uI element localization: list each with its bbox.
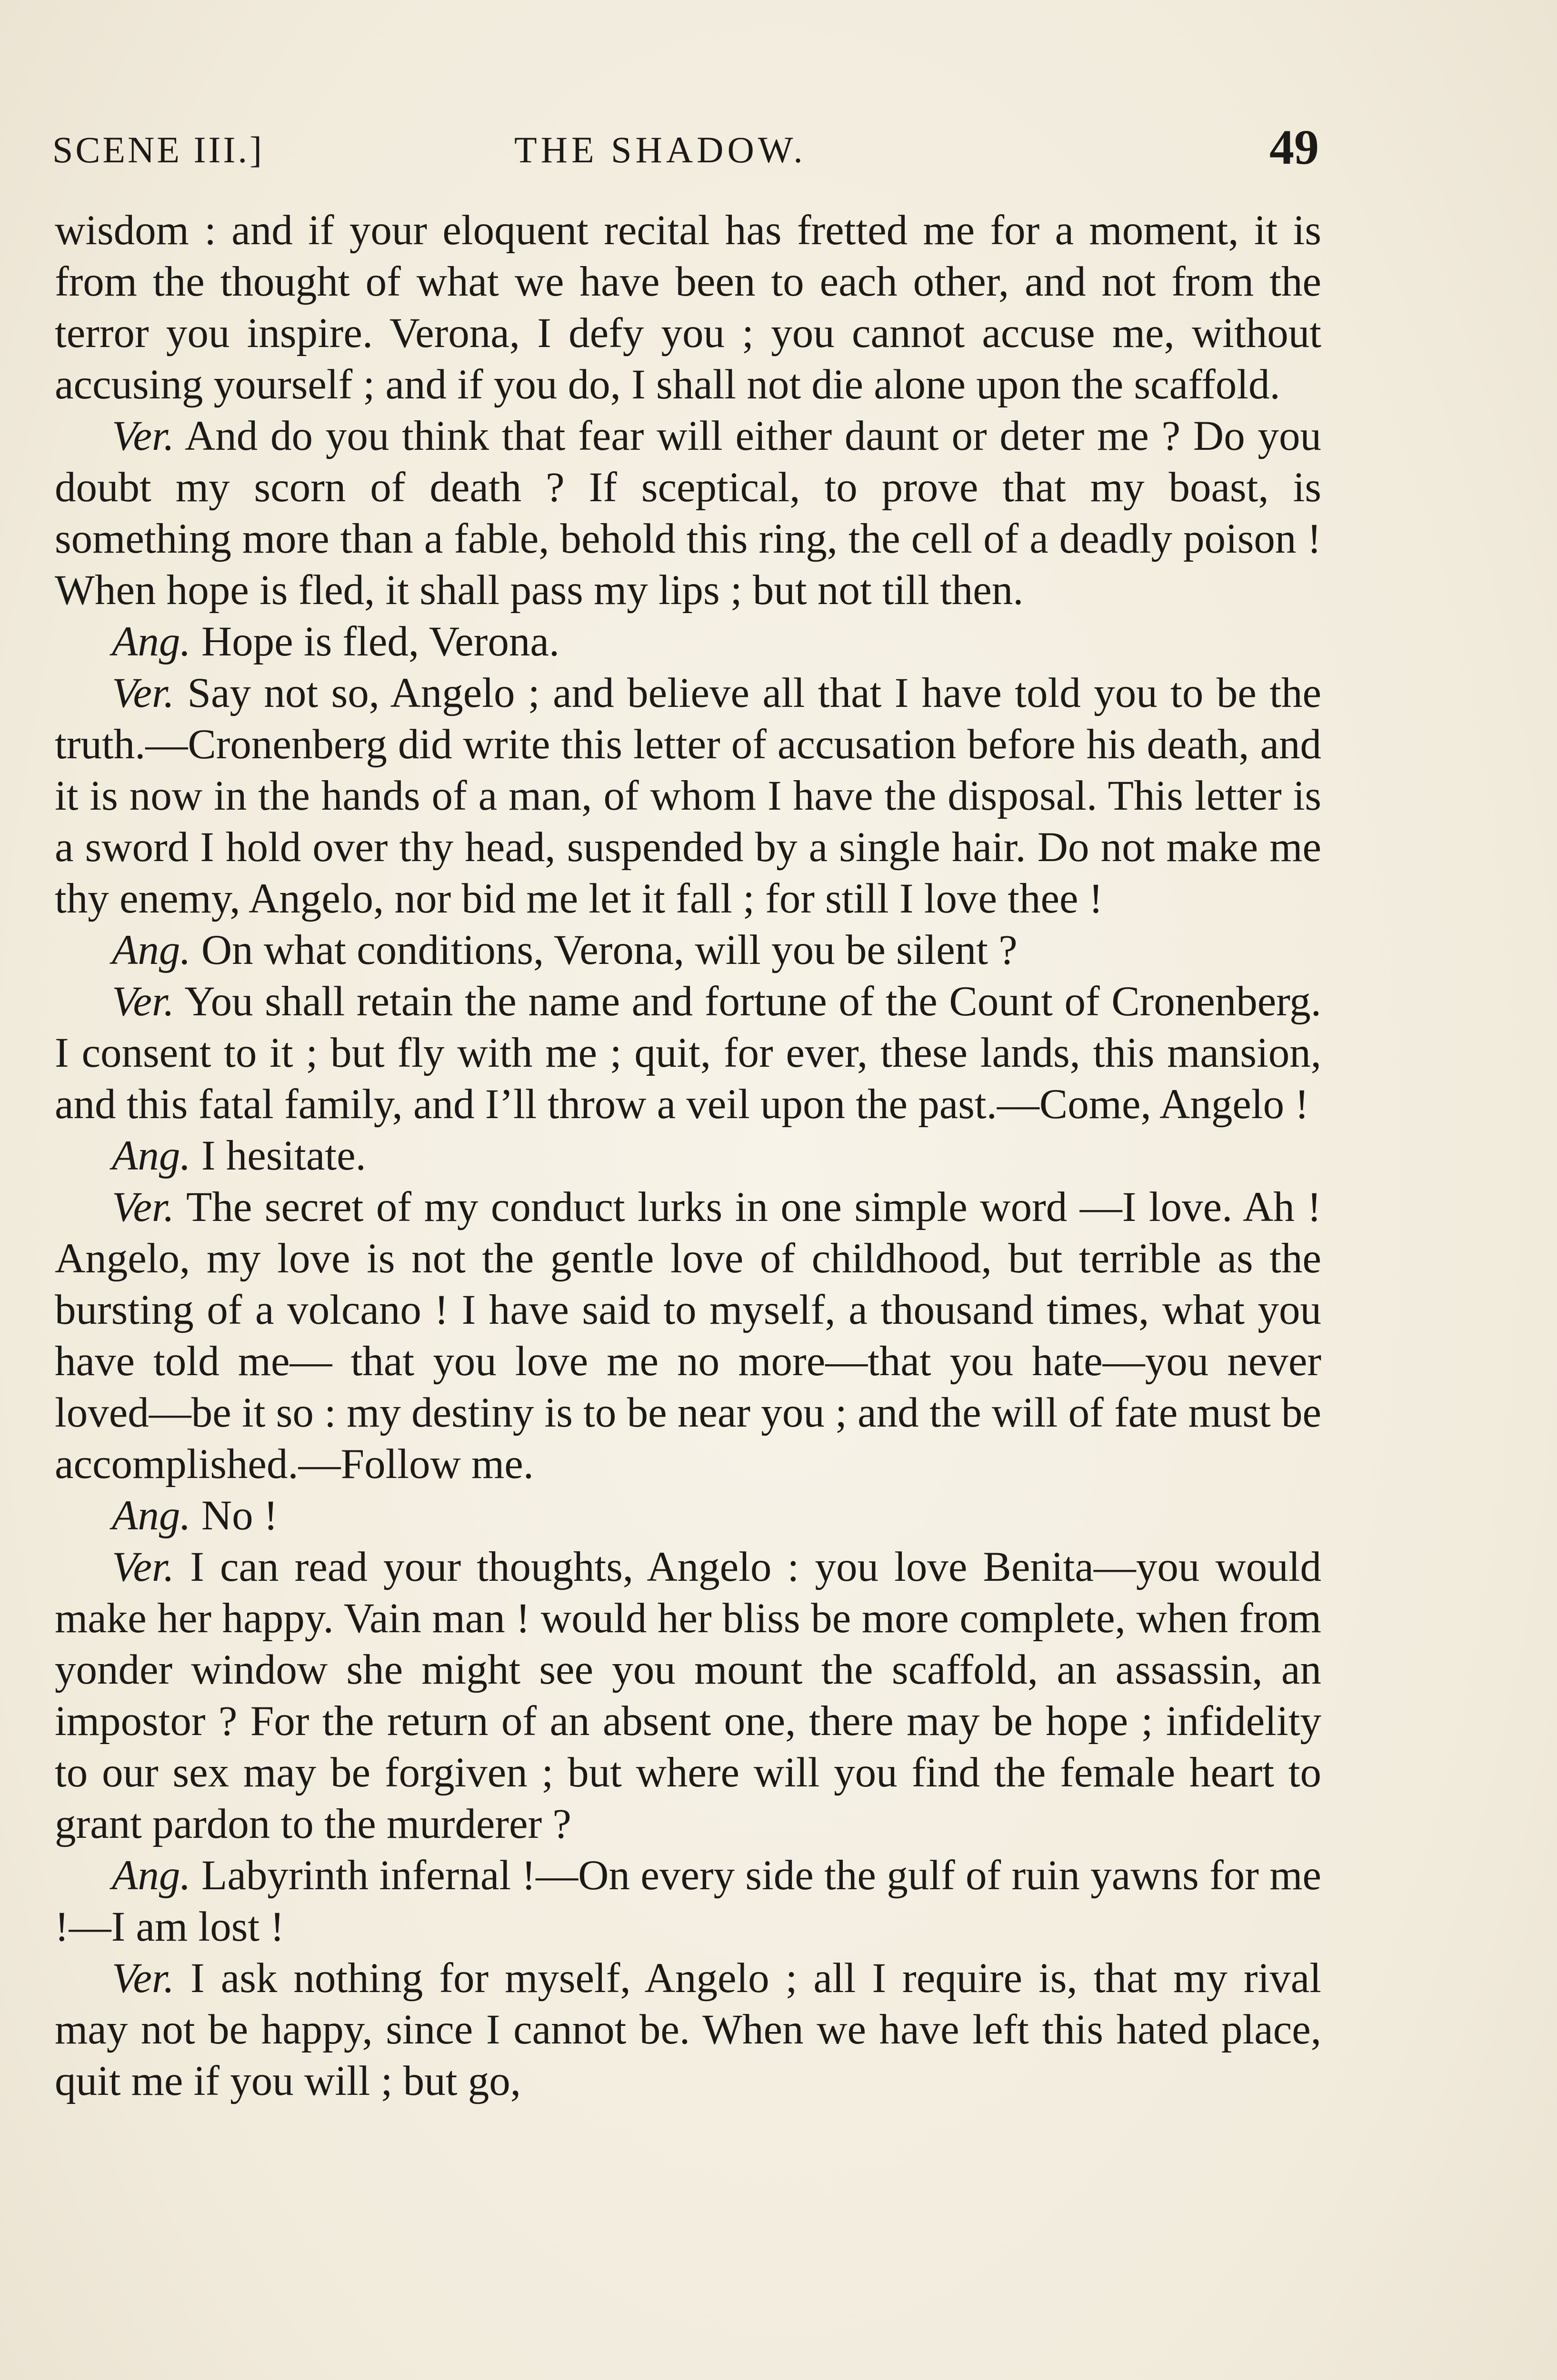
dialogue-paragraph	[55, 976, 1321, 1130]
dialogue-paragraph	[55, 1953, 1321, 2107]
dialogue-text: I hesitate.	[201, 1132, 366, 1179]
speaker-label: Ang.	[112, 618, 191, 665]
speaker-label: Ver.	[112, 978, 175, 1025]
dialogue-paragraph	[55, 1181, 1321, 1490]
dialogue-paragraph	[55, 1130, 1321, 1181]
speaker-label: Ang.	[112, 1492, 191, 1539]
speaker-label: Ang.	[112, 1132, 191, 1179]
dialogue-paragraph	[55, 1850, 1321, 1953]
dialogue-paragraph	[55, 1490, 1321, 1541]
dialogue-paragraph	[55, 924, 1321, 976]
dialogue-text: The secret of my conduct lurks in one simple word —I love. Ah ! Angelo, my love is not the gentle love of childhood, but terrible as the bursting of a volcano ! I have said to myself, a thousand times, what you have told me— that you love me no more—that you hate—you never loved—be it so : my destiny is to be near you ; and the will of fate must be accomplished.—Follow me.	[55, 1184, 1321, 1488]
speaker-label: Ver.	[112, 1544, 175, 1590]
dialogue-text: You shall retain the name and fortune of the Count of Cronenberg. I consent to it ; but fly with me ; quit, for ever, these lands, this mansion, and this fatal family, and I’ll throw a veil upon the past.—Come, Angelo !	[55, 978, 1322, 1128]
speaker-label: Ver.	[112, 1955, 175, 2002]
running-head	[52, 119, 1319, 176]
dialogue-text: No !	[201, 1492, 278, 1539]
paragraph-text: wisdom : and if your eloquent recital has fretted me for a moment, it is from the thought of what we have been to each other, and not from the terror you inspire. Verona, I defy you ; you cannot accuse me, without accusing yourself ; and if you do, I shall not die alone upon the scaffold.	[55, 207, 1321, 408]
speaker-label: Ang.	[112, 927, 191, 973]
dialogue-text: I can read your thoughts, Angelo : you love Benita—you would make her happy. Vain man ! would her bliss be more complete, when from yonder window she might see you mount the scaffold, an assassin, an impostor ? For the return of an absent one, there may be hope ; infidelity to our sex may be forgiven ; but where will you find the female heart to grant pardon to the murderer ?	[55, 1544, 1321, 1847]
dialogue-text: I ask nothing for myself, Angelo ; all I require is, that my rival may not be happy, since I cannot be. When we have left this hated place, quit me if you will ; but go,	[55, 1955, 1322, 2104]
speaker-label: Ang.	[112, 1852, 191, 1899]
speaker-label: Ver.	[112, 1184, 175, 1230]
dialogue-paragraph	[55, 1541, 1321, 1850]
dialogue-text: And do you think that fear will either daunt or deter me ? Do you doubt my scorn of death ? If sceptical, to prove that my boast, is something more than a fable, behold this ring, the cell of a deadly poison ! When hope is fled, it shall pass my lips ; but not till then.	[55, 413, 1321, 614]
speaker-label: Ver.	[112, 413, 175, 459]
dialogue-paragraph	[55, 410, 1321, 616]
paragraph	[55, 205, 1321, 410]
speaker-label: Ver.	[112, 670, 175, 716]
dialogue-text: Say not so, Angelo ; and believe all that I have told you to be the truth.—Cronenberg did write this letter of accusation before his death, and it is now in the hands of a man, of whom I have the disposal. This letter is a sword I hold over thy head, suspended by a single hair. Do not make me thy enemy, Angelo, nor bid me let it fall ; for still I love thee !	[55, 670, 1321, 922]
scene-label: SCENE III.]	[52, 129, 264, 170]
dialogue-text: On what conditions, Verona, will you be silent ?	[201, 927, 1018, 973]
dialogue-text: Hope is fled, Verona.	[201, 618, 560, 665]
dialogue-paragraph	[55, 616, 1321, 667]
body-text	[55, 205, 1321, 2107]
page-number: 49	[1269, 120, 1319, 175]
dialogue-paragraph	[55, 667, 1321, 924]
dialogue-text: Labyrinth infernal !—On every side the gulf of ruin yawns for me !—I am lost !	[55, 1852, 1322, 1950]
book-title: THE SHADOW.	[514, 129, 807, 170]
